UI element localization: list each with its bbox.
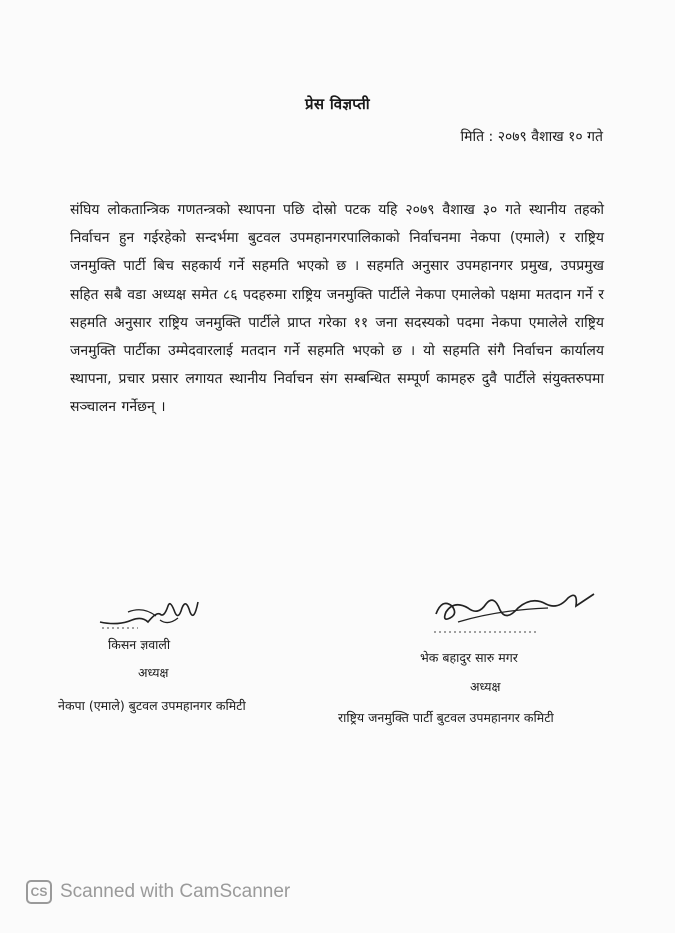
camscanner-watermark xyxy=(26,880,290,904)
camscanner-logo-icon: CS xyxy=(26,880,52,904)
left-signatory-name: किसन ज्ञवाली xyxy=(108,637,171,652)
signature-right-icon xyxy=(428,588,598,638)
body-paragraph: संघिय लोकतान्त्रिक गणतन्त्रको स्थापना पछि दोस्रो पटक यहि २०७९ वैशाख ३० गते स्थानीय तहको निर्वाचन हुन गईरहेको सन्दर्भमा बुटवल उपमहानगरपालिकाको निर्वाचनमा नेकपा (एमाले) र राष्ट्रिय जनमुक्ति पार्टी बिच सहकार्य गर्ने सहमति भएको छ । सहमति अनुसार उपमहानगर प्रमुख, उपप्रमुख सहित सबै वडा अध्यक्ष समेत ८६ पदहरुमा राष्ट्रिय जनमुक्ति पार्टीले नेकपा एमालेको पक्षमा मतदान गर्ने र सहमति अनुसार राष्ट्रिय जनमुक्ति पार्टीले प्राप्त गरेका ११ जना सदस्यको पदमा नेकपा एमालेले राष्ट्रिय जनमुक्ति पार्टीका उम्मेदवारलाई मतदान गर्ने सहमति भएको छ । यो सहमति संगै निर्वाचन कार्यालय स्थापना, प्रचार प्रसार लगायत स्थानीय निर्वाचन संग सम्बन्धित सम्पूर्ण कामहरु दुवै पार्टीले संयुक्तरुपमा सञ्चालन गर्नेछन् । xyxy=(70,202,604,416)
right-signatory-org: राष्ट्रिय जनमुक्ति पार्टी बुटवल उपमहानगर कमिटी xyxy=(338,710,554,725)
left-signatory-org: नेकपा (एमाले) बुटवल उपमहानगर कमिटी xyxy=(58,698,246,713)
document-date: मिति : २०७९ वैशाख १० गते xyxy=(460,129,603,145)
signature-left-icon xyxy=(98,592,208,632)
right-signatory-name: भेक बहादुर सारु मगर xyxy=(420,650,518,665)
document-title: प्रेस विज्ञप्ती xyxy=(305,95,370,113)
right-signatory-role: अध्यक्ष xyxy=(470,679,501,694)
left-signatory-role: अध्यक्ष xyxy=(138,665,169,680)
watermark-text: Scanned with CamScanner xyxy=(60,881,291,902)
